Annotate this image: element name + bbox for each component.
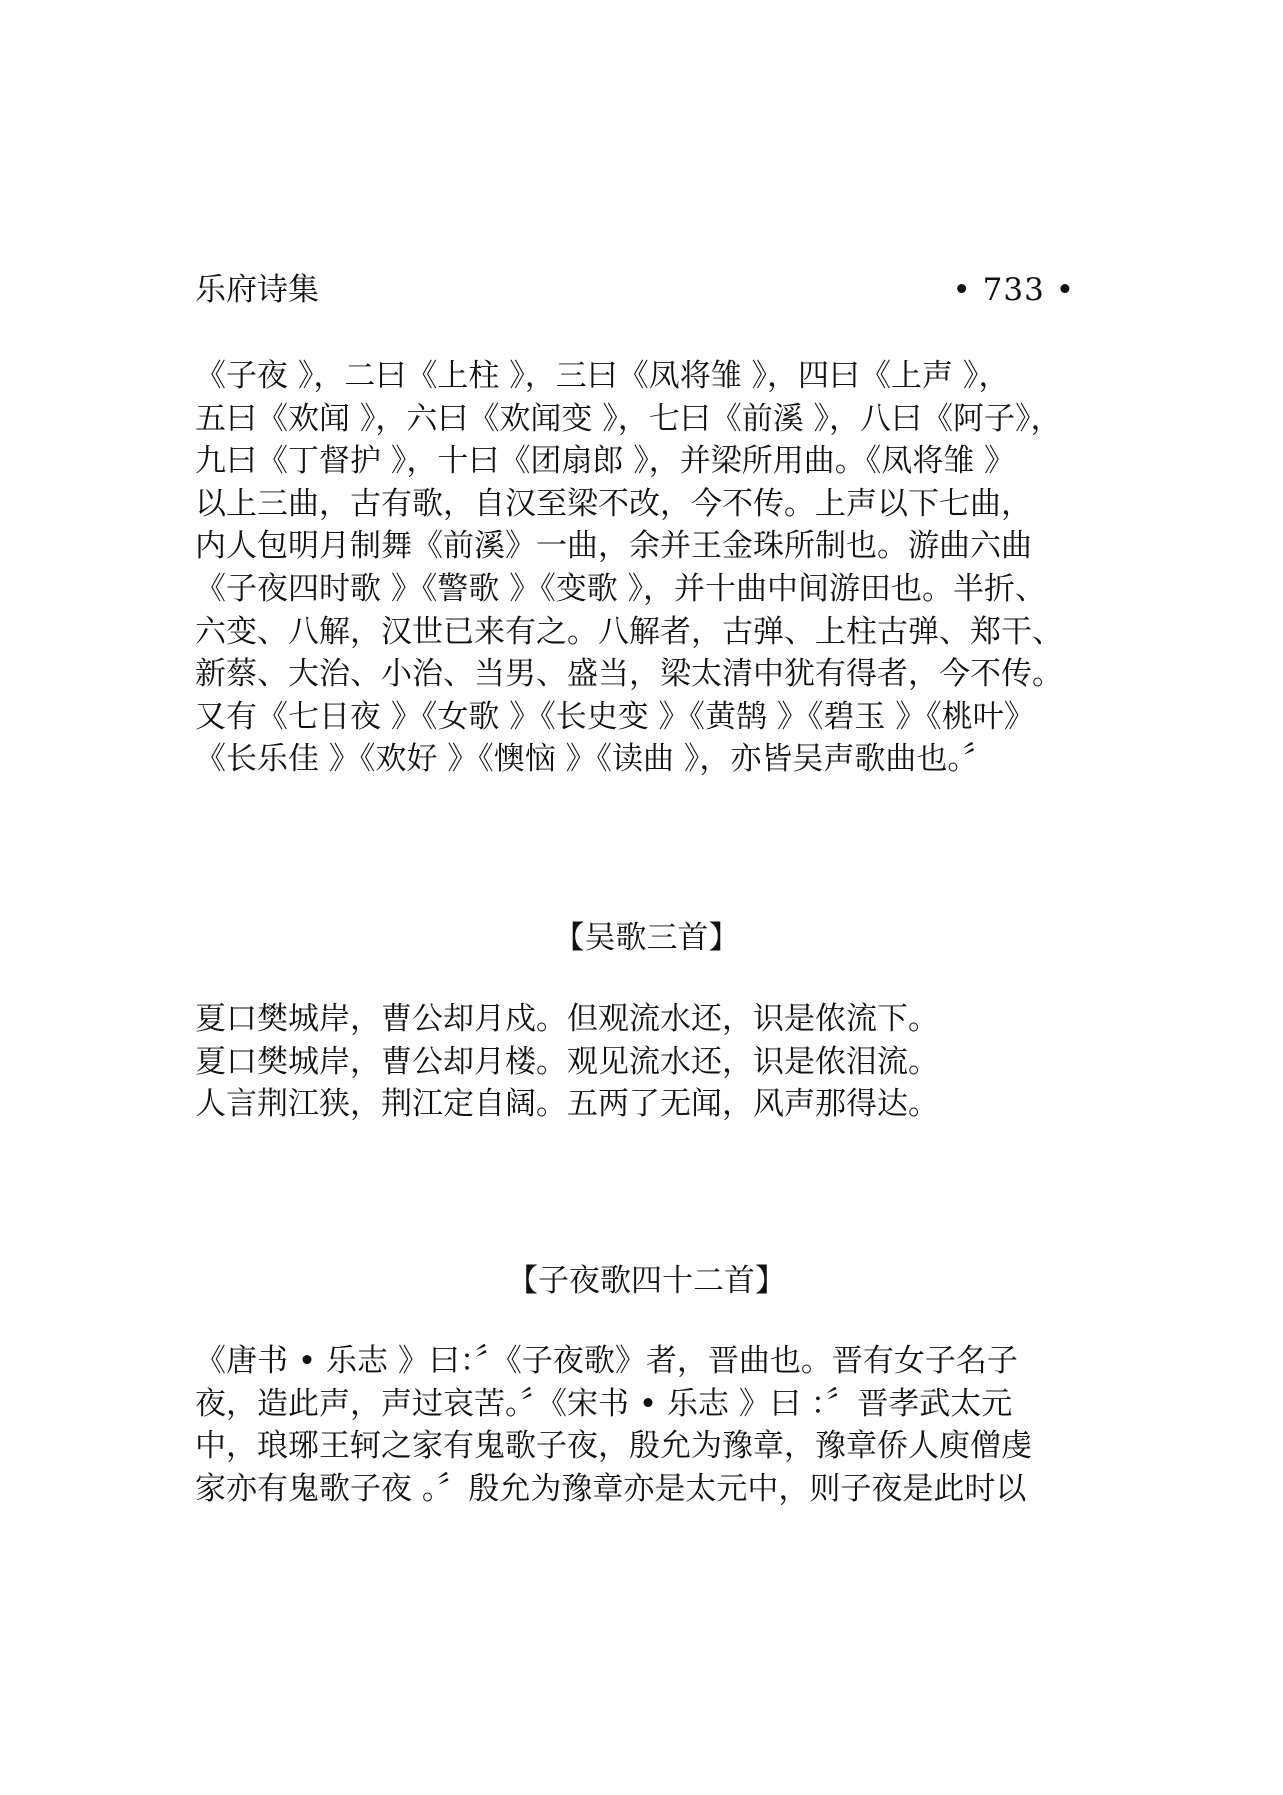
text-line: 内人包明月制舞《前溪》一曲，余并王金珠所制也。游曲六曲 xyxy=(195,528,1032,565)
text-line: 六变、八解，汉世已来有之。八解者，古弹、上柱古弹、郑干、 xyxy=(195,613,1063,650)
book-title: 乐府诗集 xyxy=(195,272,319,308)
text-line: 《子夜 》，二曰《上柱 》，三曰《凤将雏 》，四曰《上声 》， xyxy=(195,358,1010,394)
page-number: • 733 • xyxy=(952,272,1075,308)
text-line: 《子夜四时歌 》《警歌 》《变歌 》，并十曲中间游田也。半折、 xyxy=(195,570,1047,607)
page-header xyxy=(195,268,1075,312)
intro-paragraph xyxy=(195,355,1115,781)
poem-line: 夏口樊城岸，曹公却月戍。但观流水还，识是侬流下。 xyxy=(195,1001,939,1037)
section-title-wuge xyxy=(0,916,1283,960)
poem-line: 人言荆江狭，荆江定自阔。五两了无闻，风声那得达。 xyxy=(195,1086,939,1123)
text-line: 家亦有鬼歌子夜 。〞殷允为豫章亦是太元中，则子夜是此时以 xyxy=(195,1470,1027,1507)
section-title-text: 【子夜歌四十二首】 xyxy=(507,1263,786,1299)
ziye-paragraph xyxy=(195,1340,1115,1510)
section-title-text: 【吴歌三首】 xyxy=(553,920,740,956)
text-line: 又有《七日夜 》《女歌 》《长史变 》《黄鹄 》《碧玉 》《桃叶》 xyxy=(195,698,1035,735)
text-line: 中，琅琊王轲之家有鬼歌子夜，殷允为豫章，豫章侨人庾僧虔 xyxy=(195,1428,1032,1465)
poem-wuge xyxy=(195,998,1115,1126)
text-line: 五曰《欢闻 》，六曰《欢闻变 》，七曰《前溪 》，八曰《阿子》， xyxy=(195,400,1062,437)
text-line: 夜，造此声，声过哀苦。〞《宋书 • 乐志 》曰 ：〞晋孝武太元 xyxy=(195,1385,1013,1422)
text-line: 新蔡、大治、小治、当男、盛当，梁太清中犹有得者，今不传。 xyxy=(195,656,1063,693)
text-line: 以上三曲，古有歌，自汉至梁不改，今不传。上声以下七曲， xyxy=(195,485,1032,522)
section-title-ziye xyxy=(0,1259,1283,1303)
text-line: 九曰《丁督护 》，十曰《团扇郎 》，并梁所用曲。《凤将雏 》 xyxy=(195,443,1016,480)
poem-line: 夏口樊城岸，曹公却月楼。观见流水还，识是侬泪流。 xyxy=(195,1043,939,1080)
text-line: 《唐书 • 乐志 》曰：〞《子夜歌》者，晋曲也。晋有女子名子 xyxy=(195,1343,1018,1379)
text-line: 《长乐佳 》《欢好 》《懊恼 》《读曲 》，亦皆吴声歌曲也。〞 xyxy=(195,741,994,778)
